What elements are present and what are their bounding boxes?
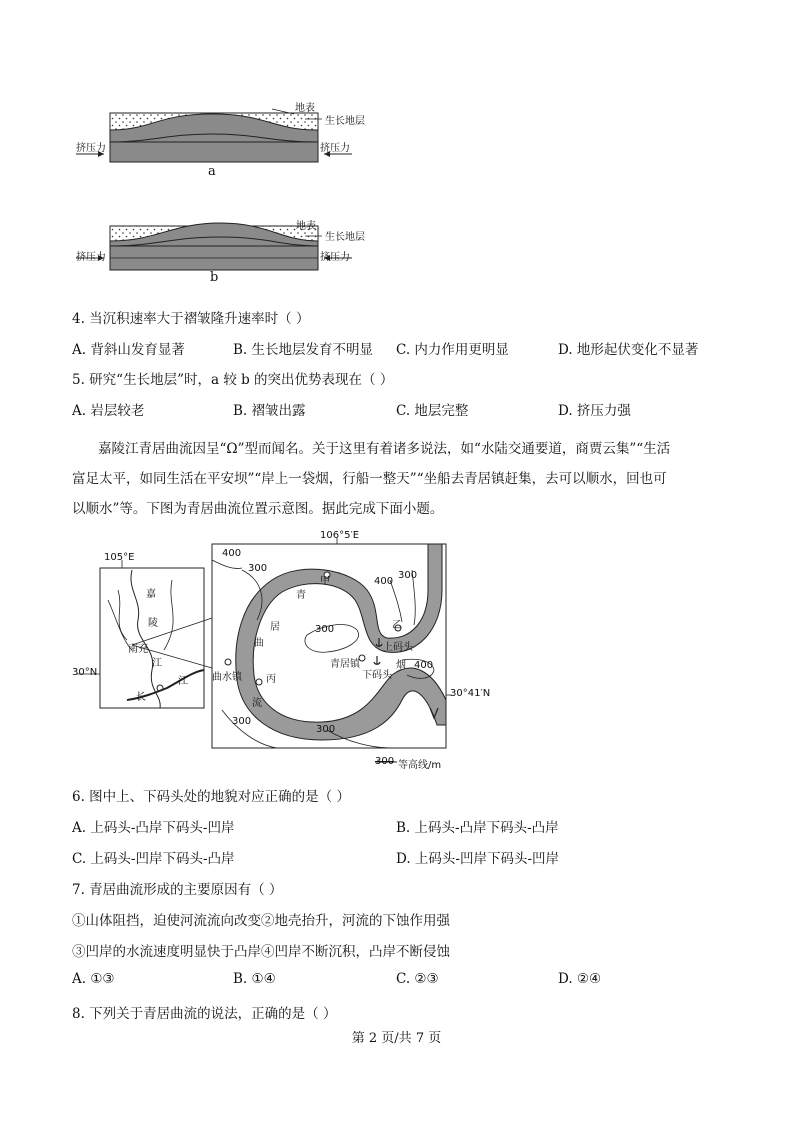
label-chang: 长 (136, 692, 146, 703)
q7-option-a[interactable]: A. ①③ (72, 971, 115, 987)
q4-option-a[interactable]: A. 背斜山发育显著 (72, 342, 185, 358)
contour-label-300-sw: 300 (232, 716, 252, 727)
label-upper-pier: 上码头 (383, 642, 413, 653)
q6-option-a[interactable]: A. 上码头-凸岸下码头-凹岸 (72, 820, 235, 836)
label-liu: 流 (252, 698, 262, 709)
label-jia-river: 嘉 (146, 589, 156, 600)
q6-option-d[interactable]: D. 上码头-凹岸下码头-凹岸 (396, 851, 560, 867)
label-yan: 烟 (396, 660, 406, 671)
q5-option-a[interactable]: A. 岩层较老 (72, 403, 145, 419)
q5-stem: 5. 研究“生长地层”时，a 较 b 的突出优势表现在（ ） (72, 372, 394, 388)
label-lower-pier: 下码头 (362, 670, 392, 681)
label-30n: 30°N (72, 667, 98, 678)
label-force-left-a: 挤压力 (76, 143, 106, 154)
contour-label-400-nw: 400 (222, 548, 242, 559)
passage-line-3: 以顺水”等。下图为青居曲流位置示意图。据此完成下面小题。 (72, 501, 444, 517)
passage-line-2: 富足太平，如同生活在平安坝”“岸上一袋烟，行船一整天”“坐船去青居镇赶集，去可以顺水，回也可 (72, 471, 667, 487)
q6-option-c[interactable]: C. 上码头-凹岸下码头-凸岸 (72, 851, 235, 867)
label-yi-point: 乙 (392, 620, 402, 631)
label-105e: 105°E (104, 552, 135, 563)
q4-stem: 4. 当沉积速率大于褶皱隆升速率时（ ） (72, 311, 310, 327)
fold-diagram-a (72, 92, 372, 184)
label-qushui-town: 曲水镇 (212, 672, 242, 683)
label-jiang: 江 (152, 658, 162, 669)
label-qingju-town: 青居镇 (330, 659, 360, 670)
label-surface-a: 地表 (295, 103, 315, 114)
q7-option-d[interactable]: D. ②④ (558, 971, 602, 987)
q7-option-c[interactable]: C. ②③ (396, 971, 439, 987)
contour-label-300-s: 300 (316, 724, 336, 735)
q7-stem: 7. 青居曲流形成的主要原因有（ ） (72, 882, 283, 898)
label-growth-strata-a: 生长地层 (325, 116, 365, 127)
label-30-41n: 30°41′N (450, 688, 491, 699)
point-bing (256, 679, 262, 685)
base-layer (110, 142, 318, 162)
legend-value: 300 (375, 756, 395, 767)
passage-line-1: 嘉陵江青居曲流因呈“Ω”型而闻名。关于这里有着诸多说法，如“水陆交通要道，商贾云集”“生活 (98, 441, 671, 457)
contour-label-300-center: 300 (315, 624, 335, 635)
label-ju: 居 (270, 622, 280, 633)
q8-stem: 8. 下列关于青居曲流的说法，正确的是（ ） (72, 1006, 337, 1022)
q7-option-b[interactable]: B. ①④ (233, 971, 276, 987)
q5-option-c[interactable]: C. 地层完整 (396, 403, 469, 419)
contour-label-300-nw: 300 (248, 563, 268, 574)
q5-option-d[interactable]: D. 挤压力强 (558, 403, 631, 419)
q7-statement-line-2: ③凹岸的水流速度明显快于凸岸④凹岸不断沉积，凸岸不断侵蚀 (72, 944, 450, 960)
q7-statement-line-1: ①山体阻挡，迫使河流流向改变②地壳抬升，河流的下蚀作用强 (72, 913, 450, 929)
caption-b: b (210, 270, 219, 285)
caption-a: a (208, 164, 216, 179)
q5-option-b[interactable]: B. 褶皱出露 (233, 403, 306, 419)
q6-stem: 6. 图中上、下码头处的地貌对应正确的是（ ） (72, 789, 350, 805)
contour-label-300-ne: 300 (398, 570, 418, 581)
passage (72, 434, 732, 524)
point-qushui (225, 659, 231, 665)
q4-option-d[interactable]: D. 地形起伏变化不显著 (558, 342, 699, 358)
label-jiang2: 江 (178, 676, 188, 687)
q6-option-b[interactable]: B. 上码头-凸岸下码头-凸岸 (396, 820, 559, 836)
label-force-left-b: 挤压力 (76, 252, 106, 263)
label-nanchong: 南充 (128, 644, 148, 655)
legend-text: 等高线/m (398, 760, 442, 771)
label-qu: 曲 (254, 638, 264, 649)
label-growth-strata-b: 生长地层 (325, 232, 365, 243)
contour-label-400-ne: 400 (374, 576, 394, 587)
label-jia-point: 甲 (320, 576, 330, 587)
label-surface-b: 地表 (296, 221, 316, 232)
label-force-right-a: 挤压力 (320, 143, 350, 154)
contour-label-400-e: 400 (414, 660, 434, 671)
label-bing-point: 丙 (266, 674, 276, 685)
label-106e: 106°5′E (320, 530, 360, 541)
label-ling: 陵 (148, 618, 158, 629)
page-footer: 第 2 页/共 7 页 (351, 1031, 442, 1046)
label-force-right-b: 挤压力 (320, 252, 350, 263)
q4-option-c[interactable]: C. 内力作用更明显 (396, 342, 509, 358)
label-qing: 青 (296, 590, 306, 601)
q4-option-b[interactable]: B. 生长地层发育不明显 (233, 342, 374, 358)
